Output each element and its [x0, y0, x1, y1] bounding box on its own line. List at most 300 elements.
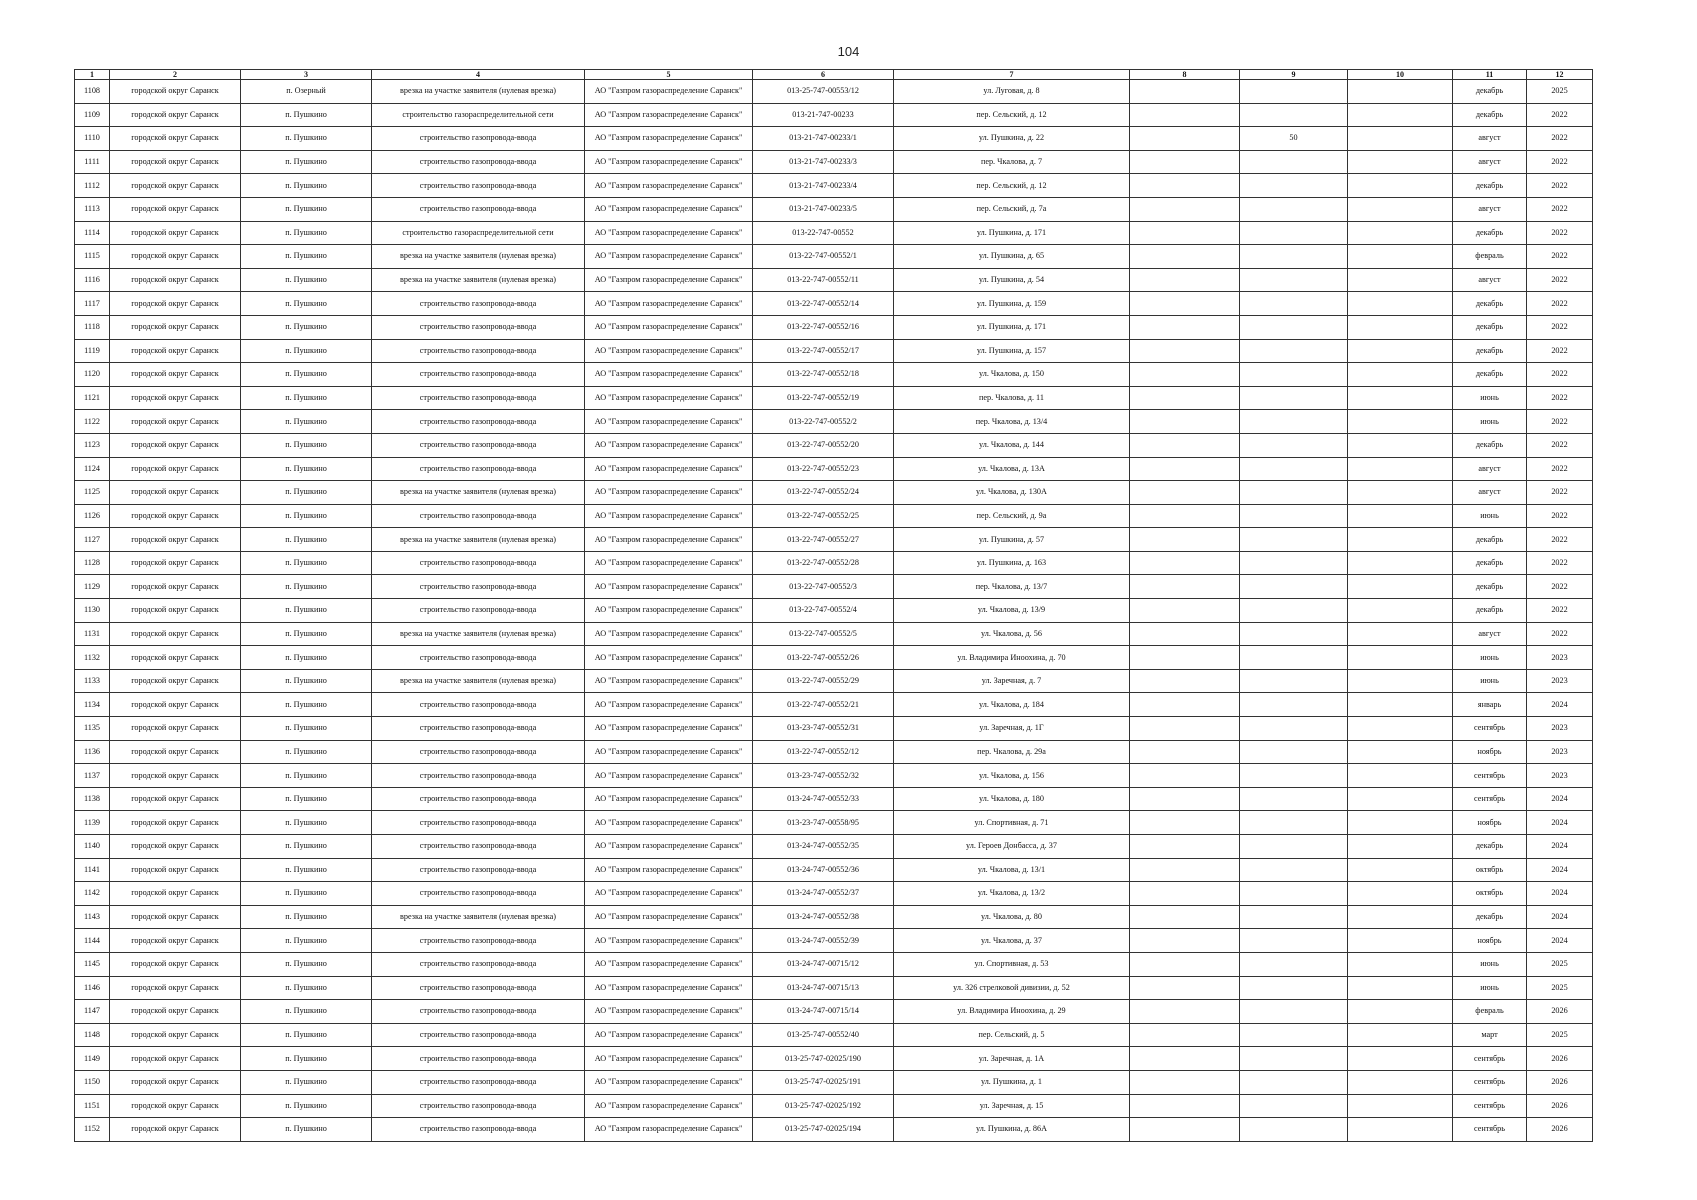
- cell-col-9: [1240, 481, 1348, 505]
- cell-col-8: [1130, 1070, 1240, 1094]
- cell-col-9: [1240, 504, 1348, 528]
- cell-year: 2022: [1527, 386, 1593, 410]
- cell-organization: АО "Газпром газораспределение Саранск": [585, 292, 753, 316]
- table-row: [75, 882, 1593, 906]
- cell-settlement: п. Пушкино: [241, 599, 372, 623]
- cell-col-10: [1348, 858, 1453, 882]
- cell-col-8: [1130, 197, 1240, 221]
- cell-row-number: 1138: [75, 787, 110, 811]
- cell-contract-number: 013-23-747-00552/32: [753, 764, 894, 788]
- cell-col-9: [1240, 811, 1348, 835]
- cell-col-8: [1130, 410, 1240, 434]
- table-row: [75, 528, 1593, 552]
- table-row: [75, 717, 1593, 741]
- cell-col-8: [1130, 787, 1240, 811]
- cell-col-8: [1130, 858, 1240, 882]
- cell-work-type: строительство газопровода-ввода: [372, 174, 585, 198]
- cell-year: 2025: [1527, 1023, 1593, 1047]
- cell-work-type: строительство газопровода-ввода: [372, 127, 585, 151]
- cell-address: пер. Чкалова, д. 13/4: [894, 410, 1130, 434]
- table-row: [75, 410, 1593, 434]
- cell-year: 2022: [1527, 481, 1593, 505]
- cell-organization: АО "Газпром газораспределение Саранск": [585, 882, 753, 906]
- cell-settlement: п. Пушкино: [241, 127, 372, 151]
- cell-organization: АО "Газпром газораспределение Саранск": [585, 410, 753, 434]
- cell-col-8: [1130, 669, 1240, 693]
- cell-month: декабрь: [1453, 80, 1527, 104]
- cell-contract-number: 013-24-747-00715/12: [753, 952, 894, 976]
- cell-year: 2024: [1527, 929, 1593, 953]
- table-row: [75, 1094, 1593, 1118]
- cell-work-type: строительство газопровода-ввода: [372, 457, 585, 481]
- cell-col-10: [1348, 363, 1453, 387]
- cell-address: пер. Сельский, д. 12: [894, 174, 1130, 198]
- cell-col-10: [1348, 481, 1453, 505]
- cell-col-9: [1240, 150, 1348, 174]
- cell-organization: АО "Газпром газораспределение Саранск": [585, 150, 753, 174]
- cell-month: август: [1453, 481, 1527, 505]
- cell-col-9: [1240, 764, 1348, 788]
- cell-month: июнь: [1453, 386, 1527, 410]
- cell-row-number: 1142: [75, 882, 110, 906]
- cell-month: июнь: [1453, 976, 1527, 1000]
- cell-year: 2022: [1527, 315, 1593, 339]
- cell-address: ул. Чкалова, д. 56: [894, 622, 1130, 646]
- cell-row-number: 1124: [75, 457, 110, 481]
- cell-col-8: [1130, 292, 1240, 316]
- cell-contract-number: 013-22-747-00552/2: [753, 410, 894, 434]
- cell-address: ул. Пушкина, д. 171: [894, 221, 1130, 245]
- column-header-8: 8: [1130, 70, 1240, 80]
- cell-organization: АО "Газпром газораспределение Саранск": [585, 646, 753, 670]
- cell-address: пер. Сельский, д. 5: [894, 1023, 1130, 1047]
- cell-row-number: 1146: [75, 976, 110, 1000]
- cell-address: ул. Героев Донбасса, д. 37: [894, 835, 1130, 859]
- table-row: [75, 245, 1593, 269]
- cell-settlement: п. Пушкино: [241, 1070, 372, 1094]
- cell-organization: АО "Газпром газораспределение Саранск": [585, 905, 753, 929]
- cell-col-9: [1240, 717, 1348, 741]
- cell-work-type: строительство газопровода-ввода: [372, 858, 585, 882]
- table-row: [75, 1070, 1593, 1094]
- cell-contract-number: 013-25-747-02025/194: [753, 1118, 894, 1142]
- cell-col-10: [1348, 1000, 1453, 1024]
- cell-contract-number: 013-24-747-00715/14: [753, 1000, 894, 1024]
- cell-address: ул. Чкалова, д. 80: [894, 905, 1130, 929]
- cell-settlement: п. Пушкино: [241, 197, 372, 221]
- cell-col-10: [1348, 599, 1453, 623]
- table-row: [75, 575, 1593, 599]
- cell-col-8: [1130, 457, 1240, 481]
- cell-col-8: [1130, 622, 1240, 646]
- cell-col-9: [1240, 1000, 1348, 1024]
- table-row: [75, 646, 1593, 670]
- cell-organization: АО "Газпром газораспределение Саранск": [585, 1070, 753, 1094]
- cell-col-9: [1240, 292, 1348, 316]
- cell-contract-number: 013-22-747-00552/24: [753, 481, 894, 505]
- cell-work-type: строительство газопровода-ввода: [372, 1070, 585, 1094]
- cell-row-number: 1127: [75, 528, 110, 552]
- cell-year: 2024: [1527, 787, 1593, 811]
- cell-municipality: городской округ Саранск: [110, 1023, 241, 1047]
- cell-work-type: строительство газопровода-ввода: [372, 929, 585, 953]
- cell-contract-number: 013-22-747-00552/29: [753, 669, 894, 693]
- cell-month: декабрь: [1453, 103, 1527, 127]
- cell-municipality: городской округ Саранск: [110, 646, 241, 670]
- cell-month: июнь: [1453, 669, 1527, 693]
- cell-col-8: [1130, 268, 1240, 292]
- table-row: [75, 386, 1593, 410]
- column-header-6: 6: [753, 70, 894, 80]
- cell-year: 2024: [1527, 693, 1593, 717]
- cell-organization: АО "Газпром газораспределение Саранск": [585, 575, 753, 599]
- cell-year: 2022: [1527, 245, 1593, 269]
- cell-contract-number: 013-21-747-00233/4: [753, 174, 894, 198]
- table-row: [75, 740, 1593, 764]
- cell-address: ул. Владимира Иноохина, д. 29: [894, 1000, 1130, 1024]
- cell-address: ул. Чкалова, д. 180: [894, 787, 1130, 811]
- cell-col-8: [1130, 1094, 1240, 1118]
- cell-settlement: п. Пушкино: [241, 693, 372, 717]
- cell-address: ул. Чкалова, д. 13/2: [894, 882, 1130, 906]
- cell-settlement: п. Пушкино: [241, 811, 372, 835]
- cell-col-8: [1130, 80, 1240, 104]
- cell-municipality: городской округ Саранск: [110, 717, 241, 741]
- cell-contract-number: 013-24-747-00552/39: [753, 929, 894, 953]
- cell-contract-number: 013-22-747-00552/16: [753, 315, 894, 339]
- cell-work-type: строительство газопровода-ввода: [372, 551, 585, 575]
- cell-month: декабрь: [1453, 339, 1527, 363]
- cell-work-type: строительство газопровода-ввода: [372, 386, 585, 410]
- cell-municipality: городской округ Саранск: [110, 481, 241, 505]
- cell-col-9: [1240, 410, 1348, 434]
- cell-col-8: [1130, 599, 1240, 623]
- cell-contract-number: 013-22-747-00552: [753, 221, 894, 245]
- cell-col-8: [1130, 882, 1240, 906]
- cell-col-9: [1240, 669, 1348, 693]
- cell-col-9: [1240, 268, 1348, 292]
- cell-address: пер. Чкалова, д. 11: [894, 386, 1130, 410]
- cell-col-10: [1348, 174, 1453, 198]
- cell-row-number: 1137: [75, 764, 110, 788]
- cell-work-type: строительство газопровода-ввода: [372, 433, 585, 457]
- cell-work-type: строительство газопровода-ввода: [372, 882, 585, 906]
- cell-work-type: врезка на участке заявителя (нулевая врезка): [372, 669, 585, 693]
- cell-row-number: 1128: [75, 551, 110, 575]
- cell-year: 2026: [1527, 1047, 1593, 1071]
- column-header-9: 9: [1240, 70, 1348, 80]
- cell-municipality: городской округ Саранск: [110, 575, 241, 599]
- cell-month: март: [1453, 1023, 1527, 1047]
- cell-work-type: строительство газопровода-ввода: [372, 976, 585, 1000]
- cell-address: ул. Владимира Иноохина, д. 70: [894, 646, 1130, 670]
- cell-contract-number: 013-25-747-00553/12: [753, 80, 894, 104]
- cell-address: ул. Пушкина, д. 54: [894, 268, 1130, 292]
- cell-month: август: [1453, 197, 1527, 221]
- cell-work-type: строительство газопровода-ввода: [372, 1023, 585, 1047]
- cell-organization: АО "Газпром газораспределение Саранск": [585, 363, 753, 387]
- cell-settlement: п. Пушкино: [241, 787, 372, 811]
- cell-col-10: [1348, 717, 1453, 741]
- cell-municipality: городской округ Саранск: [110, 80, 241, 104]
- cell-address: пер. Сельский, д. 12: [894, 103, 1130, 127]
- cell-municipality: городской округ Саранск: [110, 268, 241, 292]
- cell-municipality: городской округ Саранск: [110, 363, 241, 387]
- table-row: [75, 693, 1593, 717]
- cell-row-number: 1151: [75, 1094, 110, 1118]
- cell-col-10: [1348, 410, 1453, 434]
- cell-col-10: [1348, 952, 1453, 976]
- cell-year: 2026: [1527, 1118, 1593, 1142]
- cell-work-type: строительство газопровода-ввода: [372, 315, 585, 339]
- cell-organization: АО "Газпром газораспределение Саранск": [585, 268, 753, 292]
- cell-address: ул. Чкалова, д. 13/1: [894, 858, 1130, 882]
- cell-col-9: [1240, 528, 1348, 552]
- cell-month: июнь: [1453, 504, 1527, 528]
- cell-col-10: [1348, 1023, 1453, 1047]
- cell-work-type: строительство газопровода-ввода: [372, 410, 585, 434]
- cell-col-9: [1240, 740, 1348, 764]
- cell-work-type: строительство газопровода-ввода: [372, 787, 585, 811]
- cell-month: декабрь: [1453, 835, 1527, 859]
- cell-col-8: [1130, 1023, 1240, 1047]
- cell-year: 2024: [1527, 858, 1593, 882]
- table-row: [75, 787, 1593, 811]
- cell-col-9: [1240, 858, 1348, 882]
- cell-contract-number: 013-22-747-00552/11: [753, 268, 894, 292]
- cell-municipality: городской округ Саранск: [110, 764, 241, 788]
- cell-col-8: [1130, 127, 1240, 151]
- cell-col-9: [1240, 1023, 1348, 1047]
- cell-address: ул. Пушкина, д. 22: [894, 127, 1130, 151]
- cell-address: ул. Чкалова, д. 37: [894, 929, 1130, 953]
- cell-month: февраль: [1453, 245, 1527, 269]
- cell-row-number: 1152: [75, 1118, 110, 1142]
- cell-col-8: [1130, 363, 1240, 387]
- cell-municipality: городской округ Саранск: [110, 197, 241, 221]
- cell-col-9: [1240, 339, 1348, 363]
- cell-col-10: [1348, 693, 1453, 717]
- cell-settlement: п. Пушкино: [241, 339, 372, 363]
- cell-contract-number: 013-22-747-00552/4: [753, 599, 894, 623]
- cell-address: ул. Чкалова, д. 13/9: [894, 599, 1130, 623]
- cell-settlement: п. Пушкино: [241, 905, 372, 929]
- column-header-5: 5: [585, 70, 753, 80]
- cell-organization: АО "Газпром газораспределение Саранск": [585, 787, 753, 811]
- cell-settlement: п. Пушкино: [241, 292, 372, 316]
- cell-col-9: [1240, 952, 1348, 976]
- table-body: [75, 80, 1593, 1142]
- cell-col-8: [1130, 929, 1240, 953]
- cell-year: 2022: [1527, 150, 1593, 174]
- cell-municipality: городской округ Саранск: [110, 245, 241, 269]
- cell-contract-number: 013-22-747-00552/12: [753, 740, 894, 764]
- cell-month: август: [1453, 457, 1527, 481]
- table-row: [75, 103, 1593, 127]
- cell-municipality: городской округ Саранск: [110, 410, 241, 434]
- cell-month: декабрь: [1453, 528, 1527, 552]
- cell-col-10: [1348, 905, 1453, 929]
- cell-municipality: городской округ Саранск: [110, 339, 241, 363]
- cell-organization: АО "Газпром газораспределение Саранск": [585, 1118, 753, 1142]
- cell-municipality: городской округ Саранск: [110, 858, 241, 882]
- cell-municipality: городской округ Саранск: [110, 551, 241, 575]
- cell-col-10: [1348, 882, 1453, 906]
- cell-municipality: городской округ Саранск: [110, 315, 241, 339]
- cell-address: ул. Спортивная, д. 71: [894, 811, 1130, 835]
- cell-organization: АО "Газпром газораспределение Саранск": [585, 433, 753, 457]
- cell-work-type: строительство газопровода-ввода: [372, 504, 585, 528]
- cell-col-9: [1240, 315, 1348, 339]
- cell-row-number: 1121: [75, 386, 110, 410]
- column-header-11: 11: [1453, 70, 1527, 80]
- cell-work-type: строительство газораспределительной сети: [372, 103, 585, 127]
- cell-row-number: 1109: [75, 103, 110, 127]
- cell-municipality: городской округ Саранск: [110, 221, 241, 245]
- cell-contract-number: 013-22-747-00552/28: [753, 551, 894, 575]
- cell-contract-number: 013-22-747-00552/25: [753, 504, 894, 528]
- cell-contract-number: 013-25-747-02025/192: [753, 1094, 894, 1118]
- table-row: [75, 764, 1593, 788]
- cell-year: 2022: [1527, 339, 1593, 363]
- cell-work-type: врезка на участке заявителя (нулевая врезка): [372, 80, 585, 104]
- cell-address: ул. Чкалова, д. 184: [894, 693, 1130, 717]
- cell-year: 2024: [1527, 835, 1593, 859]
- cell-col-10: [1348, 764, 1453, 788]
- cell-contract-number: 013-22-747-00552/1: [753, 245, 894, 269]
- cell-month: ноябрь: [1453, 740, 1527, 764]
- cell-municipality: городской округ Саранск: [110, 811, 241, 835]
- cell-col-9: [1240, 646, 1348, 670]
- cell-contract-number: 013-25-747-02025/191: [753, 1070, 894, 1094]
- cell-month: декабрь: [1453, 363, 1527, 387]
- cell-col-9: [1240, 1118, 1348, 1142]
- table-row: [75, 197, 1593, 221]
- cell-col-9: [1240, 174, 1348, 198]
- cell-col-10: [1348, 433, 1453, 457]
- cell-row-number: 1148: [75, 1023, 110, 1047]
- cell-settlement: п. Озерный: [241, 80, 372, 104]
- table-row: [75, 127, 1593, 151]
- cell-address: ул. Заречная, д. 1Г: [894, 717, 1130, 741]
- cell-col-10: [1348, 80, 1453, 104]
- cell-organization: АО "Газпром газораспределение Саранск": [585, 929, 753, 953]
- cell-organization: АО "Газпром газораспределение Саранск": [585, 457, 753, 481]
- cell-month: июнь: [1453, 410, 1527, 434]
- table-row: [75, 976, 1593, 1000]
- cell-row-number: 1133: [75, 669, 110, 693]
- cell-col-8: [1130, 811, 1240, 835]
- cell-organization: АО "Газпром газораспределение Саранск": [585, 551, 753, 575]
- cell-organization: АО "Газпром газораспределение Саранск": [585, 622, 753, 646]
- cell-row-number: 1135: [75, 717, 110, 741]
- cell-col-10: [1348, 1070, 1453, 1094]
- cell-year: 2022: [1527, 221, 1593, 245]
- cell-row-number: 1111: [75, 150, 110, 174]
- cell-col-10: [1348, 1047, 1453, 1071]
- cell-address: ул. Заречная, д. 15: [894, 1094, 1130, 1118]
- cell-work-type: строительство газопровода-ввода: [372, 1094, 585, 1118]
- cell-year: 2022: [1527, 528, 1593, 552]
- cell-address: ул. Пушкина, д. 157: [894, 339, 1130, 363]
- cell-organization: АО "Газпром газораспределение Саранск": [585, 174, 753, 198]
- cell-municipality: городской округ Саранск: [110, 103, 241, 127]
- cell-row-number: 1141: [75, 858, 110, 882]
- cell-col-10: [1348, 929, 1453, 953]
- cell-contract-number: 013-23-747-00558/95: [753, 811, 894, 835]
- cell-month: февраль: [1453, 1000, 1527, 1024]
- cell-month: декабрь: [1453, 221, 1527, 245]
- table-row: [75, 1047, 1593, 1071]
- table-row: [75, 339, 1593, 363]
- cell-col-9: [1240, 1094, 1348, 1118]
- cell-address: ул. Чкалова, д. 156: [894, 764, 1130, 788]
- cell-contract-number: 013-21-747-00233/1: [753, 127, 894, 151]
- cell-col-10: [1348, 528, 1453, 552]
- cell-work-type: строительство газопровода-ввода: [372, 811, 585, 835]
- cell-year: 2022: [1527, 127, 1593, 151]
- cell-address: ул. Пушкина, д. 159: [894, 292, 1130, 316]
- cell-settlement: п. Пушкино: [241, 386, 372, 410]
- column-header-4: 4: [372, 70, 585, 80]
- cell-settlement: п. Пушкино: [241, 410, 372, 434]
- table-row: [75, 433, 1593, 457]
- cell-col-8: [1130, 646, 1240, 670]
- cell-row-number: 1113: [75, 197, 110, 221]
- cell-settlement: п. Пушкино: [241, 363, 372, 387]
- cell-settlement: п. Пушкино: [241, 1000, 372, 1024]
- cell-row-number: 1125: [75, 481, 110, 505]
- cell-settlement: п. Пушкино: [241, 1118, 372, 1142]
- cell-municipality: городской округ Саранск: [110, 127, 241, 151]
- cell-col-8: [1130, 1118, 1240, 1142]
- cell-col-10: [1348, 221, 1453, 245]
- cell-col-9: [1240, 80, 1348, 104]
- cell-row-number: 1147: [75, 1000, 110, 1024]
- cell-month: июнь: [1453, 646, 1527, 670]
- cell-address: пер. Сельский, д. 9а: [894, 504, 1130, 528]
- cell-settlement: п. Пушкино: [241, 669, 372, 693]
- cell-col-9: 50: [1240, 127, 1348, 151]
- cell-col-9: [1240, 363, 1348, 387]
- cell-organization: АО "Газпром газораспределение Саранск": [585, 1023, 753, 1047]
- cell-organization: АО "Газпром газораспределение Саранск": [585, 976, 753, 1000]
- cell-settlement: п. Пушкино: [241, 858, 372, 882]
- cell-contract-number: 013-22-747-00552/23: [753, 457, 894, 481]
- cell-settlement: п. Пушкино: [241, 740, 372, 764]
- cell-row-number: 1149: [75, 1047, 110, 1071]
- cell-row-number: 1123: [75, 433, 110, 457]
- cell-row-number: 1120: [75, 363, 110, 387]
- cell-contract-number: 013-24-747-00552/38: [753, 905, 894, 929]
- cell-col-8: [1130, 905, 1240, 929]
- cell-organization: АО "Газпром газораспределение Саранск": [585, 221, 753, 245]
- table-row: [75, 504, 1593, 528]
- cell-month: декабрь: [1453, 315, 1527, 339]
- cell-contract-number: 013-22-747-00552/3: [753, 575, 894, 599]
- cell-organization: АО "Газпром газораспределение Саранск": [585, 528, 753, 552]
- cell-address: ул. Чкалова, д. 130А: [894, 481, 1130, 505]
- cell-col-10: [1348, 457, 1453, 481]
- cell-col-10: [1348, 811, 1453, 835]
- cell-month: сентябрь: [1453, 1070, 1527, 1094]
- cell-year: 2022: [1527, 457, 1593, 481]
- cell-col-9: [1240, 976, 1348, 1000]
- cell-col-10: [1348, 127, 1453, 151]
- cell-month: август: [1453, 268, 1527, 292]
- cell-contract-number: 013-24-747-00552/33: [753, 787, 894, 811]
- cell-col-10: [1348, 1118, 1453, 1142]
